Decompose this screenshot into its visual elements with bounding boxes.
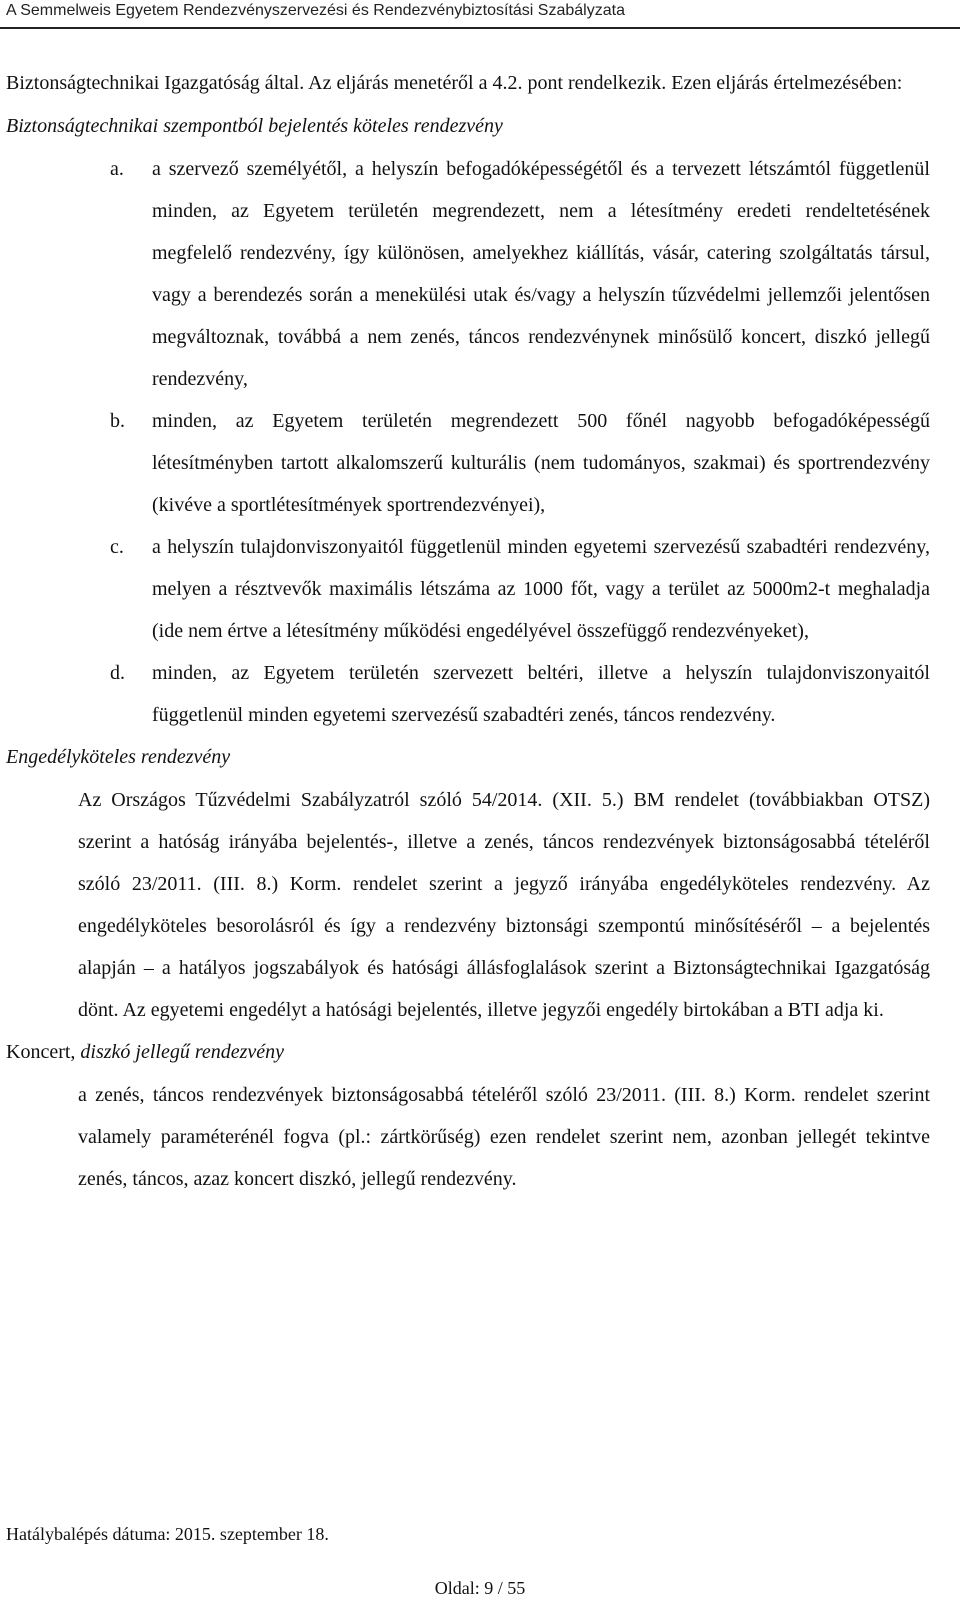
page-content [0,62,960,1200]
list-item-text: a helyszín tulajdonviszonyaitól függetlenül minden egyetemi szervezésű szabadtéri rendezvény, melyen a résztvevők maximális létszáma az 1000 főt, vagy a terület az 5000m2-t meghaladja (ide nem értve a létesítmény működési engedélyével összefüggő rendezvényeket), [152,536,930,642]
concert-event-paragraph: a zenés, táncos rendezvények biztonságosabbá tételéről szóló 23/2011. (III. 8.) Korm. rendelet szerint valamely paraméterénél fogva (pl.: zártkörűség) ezen rendelet szerint nem, azonban jellegét tekintve zenés, táncos, azaz koncert diszkó, jellegű rendezvény. [78,1084,930,1190]
list-item-d [0,652,930,736]
header-divider [0,27,960,29]
list-marker: d. [110,662,125,684]
list-item-text: minden, az Egyetem területén megrendezett 500 főnél nagyobb befogadóképességű létesítményben tartott alkalomszerű kulturális (nem tudományos, szakmai) és sportrendezvény (kivéve a sportlétesítmények sportrendezvényei), [152,410,930,516]
list-item-text: minden, az Egyetem területén szervezett beltéri, illetve a helyszín tulajdonviszonyaitól függetlenül minden egyetemi szervezésű szabadtéri zenés, táncos rendezvény. [152,662,930,726]
section-heading-permit-event: Engedélyköteles rendezvény [6,746,231,768]
list-item-text: a szervező személyétől, a helyszín befogadóképességétől és a tervezett létszámtól függetlenül minden, az Egyetem területén megrendezett, nem a létesítmény eredeti rendeltetésének megfelelő rendezvény, így különösen, amelyekhez kiállítás, vásár, catering szolgáltatás társul, vagy a berendezés során a menekülési utak és/vagy a helyszín tűzvédelmi jellemzői jelentősen megváltoznak, továbbá a nem zenés, táncos rendezvénynek minősülő koncert, diszkó jellegű rendezvény, [152,158,930,390]
list-item-a [0,148,930,400]
list-marker: b. [110,410,125,432]
footer-effective-date: Hatálybalépés dátuma: 2015. szeptember 18. [6,1524,329,1544]
permit-event-paragraph: Az Országos Tűzvédelmi Szabályzatról szóló 54/2014. (XII. 5.) BM rendelet (továbbiakban OTSZ) szerint a hatóság irányába bejelentés-, illetve a zenés, táncos rendezvények biztonságosabbá tételéről szóló 23/2011. (III. 8.) Korm. rendelet szerint a jegyző irányába engedélyköteles rendezvény. Az engedélyköteles besorolásról és így a rendezvény biztonsági szempontú minősítéséről – a bejelentés alapján – a hatályos jogszabályok és hatósági állásfoglalások szerint a Biztonságtechnikai Igazgatóság dönt. Az egyetemi engedélyt a hatósági bejelentés, illetve jegyzői engedély birtokában a BTI adja ki. [78,789,930,1021]
document-header-title: A Semmelweis Egyetem Rendezvényszervezési és Rendezvénybiztosítási Szabályzata [6,2,625,19]
list-item-c [0,526,930,652]
intro-paragraph: Biztonságtechnikai Igazgatóság által. Az eljárás menetéről a 4.2. pont rendelkezik. Ezen eljárás értelmezésében: [6,72,903,94]
list-marker: c. [110,536,124,558]
list-item-b [0,400,930,526]
heading-italic: diszkó jellegű rendezvény [80,1041,285,1063]
section-heading-concert-event [6,1031,960,1074]
list-marker: a. [110,158,124,180]
heading-prefix: Koncert, [6,1041,76,1063]
footer-page-number: Oldal: 9 / 55 [434,1578,526,1598]
section-heading-notifiable-event: Biztonságtechnikai szempontból bejelentés köteles rendezvény [6,115,503,137]
